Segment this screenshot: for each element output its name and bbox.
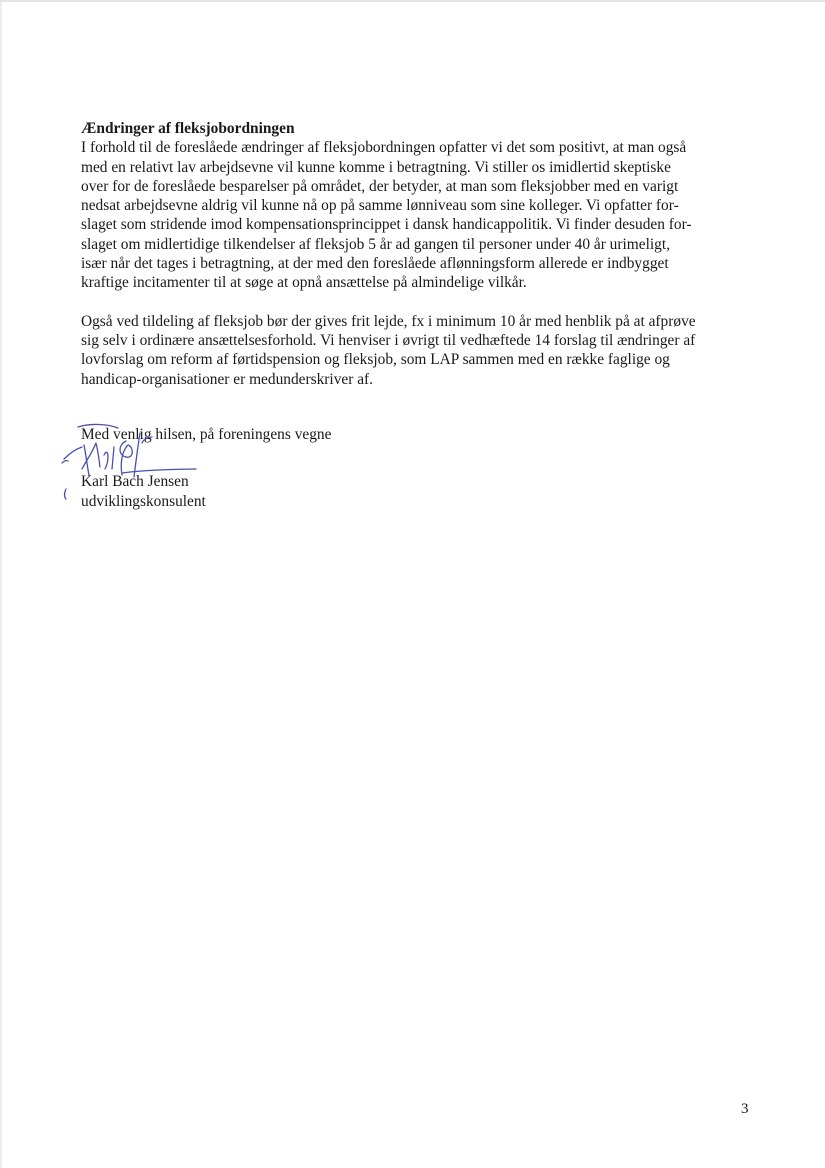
paragraph-1-line: med en relativt lav arbejdsevne vil kunne komme i betragtning. Vi stiller os imidlertid skeptiske: [81, 158, 671, 176]
closing-greeting: Med venlig hilsen, på foreningens vegne: [81, 426, 332, 443]
paragraph-1-line: I forhold til de foreslåede ændringer af fleksjobordningen opfatter vi det som positivt, at man også: [81, 139, 687, 157]
signer-name: Karl Bach Jensen: [81, 473, 189, 491]
scan-edge-top: [0, 0, 825, 2]
paragraph-1-line: især når det tages i betragtning, at der med den foreslåede aflønningsform allerede er indbygget: [81, 255, 669, 273]
page-number: 3: [741, 1101, 749, 1117]
letter-closing: [81, 425, 581, 511]
paragraph-1-line: slaget som stridende imod kompensationsprincippet i dansk handicappolitik. Vi finder desuden for-: [81, 216, 692, 234]
paragraph-2-line: sig selv i ordinære ansættelsesforhold. Vi henviser i øvrigt til vedhæftede 14 forslag til ændringer af: [81, 331, 696, 349]
paragraph-1-line: kraftige incitamenter til at søge at opnå ansættelse på almindelige vilkår.: [81, 274, 527, 292]
paragraph-2-line: lovforslag om reform af førtidspension og fleksjob, som LAP sammen med en række faglige og: [81, 351, 670, 369]
paragraph-1: [81, 138, 753, 292]
paragraph-2-line: Også ved tildeling af fleksjob bør der gives frit lejde, fx i minimum 10 år med henblik på at afprøve: [81, 312, 696, 330]
paragraph-1-line: slaget om midlertidige tilkendelser af fleksjob 5 år ad gangen til personer under 40 år urimeligt,: [81, 235, 670, 253]
paragraph-2-line: handicap-organisationer er medunderskriver af.: [81, 370, 374, 388]
section-heading: Ændringer af fleksjobordningen: [81, 120, 295, 137]
paragraph-1-line: nedsat arbejdsevne aldrig vil kunne nå op på samme lønniveau som sine kolleger. Vi opfatter for-: [81, 197, 679, 215]
letter-body: [81, 119, 753, 389]
signer-title: udviklingskonsulent: [81, 492, 206, 510]
paragraph-1-line: over for de foreslåede besparelser på området, der betyder, at man som fleksjobber med en varigt: [81, 177, 679, 195]
signature-space: [81, 444, 581, 472]
scan-edge-left: [0, 0, 3, 1168]
paragraph-gap: [81, 293, 753, 312]
paragraph-2: [81, 312, 753, 389]
